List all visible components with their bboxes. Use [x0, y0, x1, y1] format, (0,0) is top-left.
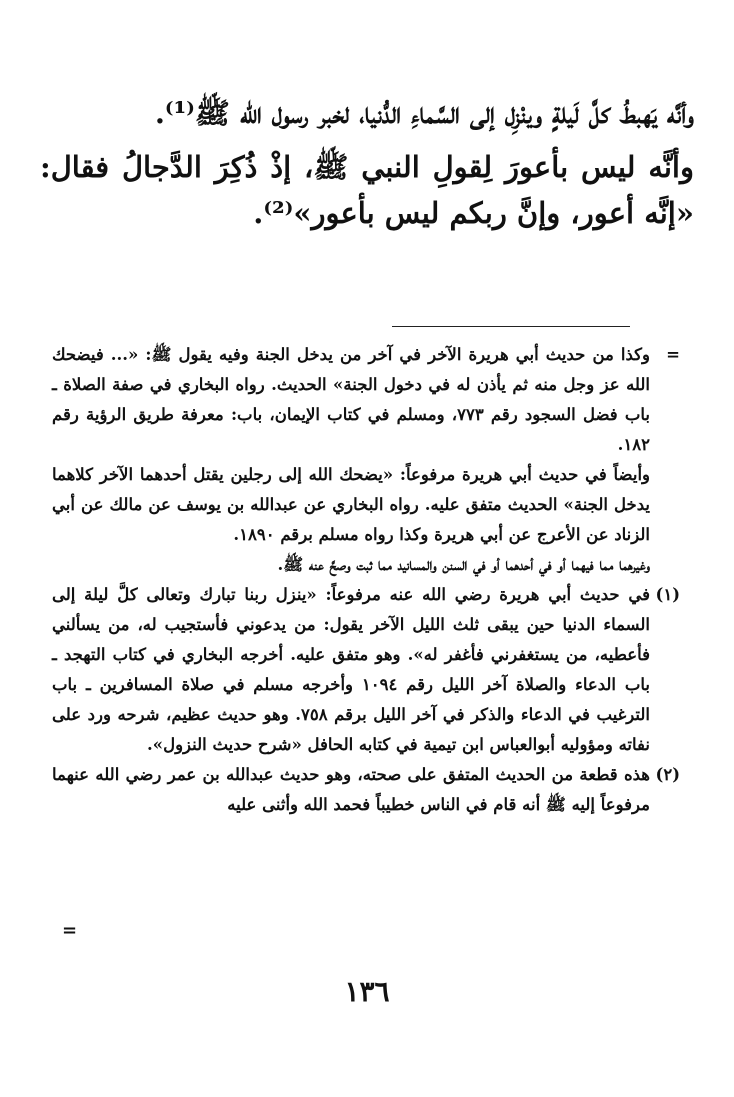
footnote-2: [52, 760, 680, 820]
page-number: ١٣٦: [344, 975, 390, 1008]
footnote-2-text: هذه قطعة من الحديث المتفق على صحته، وهو حديث عبدالله بن عمر رضي الله عنهما مرفوعاً إليه ﷺ أنه قام في الناس خطيباً فحمد الله وأثنى عليه: [52, 765, 650, 814]
footnote-divider: [392, 326, 630, 327]
footnote-1-text: في حديث أبي هريرة رضي الله عنه مرفوعاً: «ينزل ربنا تبارك وتعالى كلَّ ليلة إلى السماء الدنيا حين يبقى ثلث الليل الآخر يقول: من يدعوني فأستجيب له، من يسألني فأعطيه، من يستغفرني فأغفر له». وهو متفق عليه. أخرجه البخاري في كتاب التهجد ـ باب الدعاء والصلاة آخر الليل رقم ١٠٩٤ وأخرجه مسلم في صلاة المسافرين ـ باب الترغيب في الدعاء والذكر في آخر الليل برقم ٧٥٨. وهو حديث عظيم، شرحه ورد على نفاته ومؤوليه أبوالعباس ابن تيمية في كتابه الحافل «شرح حديث النزول».: [52, 585, 650, 754]
main-paragraph-1: وأنَّه يَهبطُ كلَّ لَيلةٍ وينْزِل إلى السَّماءِ الدُّنيا، لخبر رسول الله ﷺ⁽¹⁾.: [154, 96, 694, 130]
footnote-1: [52, 580, 680, 760]
footnotes-section: [52, 340, 680, 820]
footnote-continued-paragraph-3: وغيرهما مما فيهما أو في أحدهما أو في السنن والمسانيد مما ثبت وصحَّ عنه ﷺ.: [277, 555, 650, 574]
footnote-continued: [52, 340, 680, 580]
main-text: [40, 90, 694, 244]
footnote-1-marker: (١): [655, 585, 680, 604]
footnote-2-marker: (٢): [655, 765, 680, 784]
continues-marker: =: [62, 920, 78, 941]
footnote-continued-paragraph-1: وكذا من حديث أبي هريرة الآخر في آخر من يدخل الجنة وفيه يقول ﷺ: «... فيضحك الله عز وجل منه ثم يأذن له في دخول الجنة» الحديث. رواه البخاري في صفة الصلاة ـ باب فضل السجود رقم ٧٧٣، ومسلم في كتاب الإيمان، باب: معرفة طريق الرؤية رقم ١٨٢.: [52, 345, 650, 454]
footnote-continued-paragraph-2: وأيضاً في حديث أبي هريرة مرفوعاً: «يضحك الله إلى رجلين يقتل أحدهما الآخر كلاهما يدخل الجنة» الحديث متفق عليه. رواه البخاري عن عبدالله بن يوسف عن مالك عن أبي الزناد عن الأعرج عن أبي هريرة وكذا رواه مسلم برقم ١٨٩٠.: [52, 465, 650, 544]
continuation-marker: =: [666, 345, 680, 364]
main-paragraph-2: وأنَّه ليس بأعورَ لِقولِ النبي ﷺ، إذْ ذُكِرَ الدَّجالُ فقال: «إنَّه أعور، وإنَّ ربكم ليس بأعور»⁽²⁾.: [40, 150, 694, 230]
